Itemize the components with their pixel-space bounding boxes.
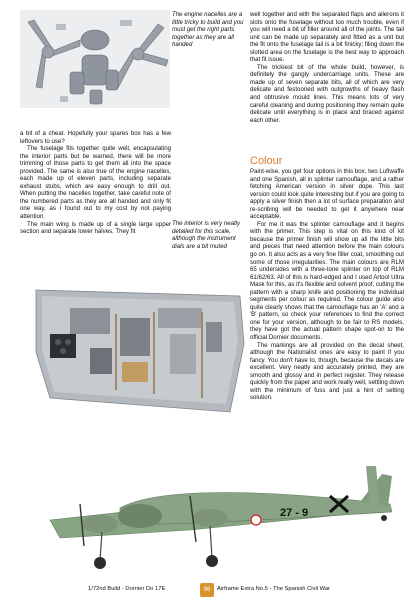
column-1-text [20, 130, 171, 236]
footer-left-title: 1/72nd Build - Dornier Do 17E [88, 586, 166, 592]
aircraft-photo [30, 446, 400, 578]
engine-caption: The engine nacelles are a little tricky to build and you must get the right parts together as they are all handed [172, 11, 244, 49]
paragraph: a bit of a cheat. Hopefully your spares box has a few leftovers to use? [20, 130, 171, 145]
aircraft-code: 27 - 9 [280, 507, 309, 519]
footer-right-title: Airframe Extra No.5 - The Spanish Civil War [217, 586, 331, 592]
paragraph: The trickiest bit of the whole build, however, is definitely the gangly undercarriage units. These are made up of seven separate bits, all of which are very delicate and festooned with outgrowths of heavy flash and obtrusive mould lines. This means lots of very careful cleaning and during positioning they remain quite delicate until everything is in place and braced against each other. [250, 63, 404, 124]
parts-photo [20, 10, 170, 108]
column-3-colour-text [250, 168, 404, 402]
paragraph: For me it was the splinter camouflage and it begins with the primer. This step is vital on this kind of kit because the primer finish will show up all the little bits and pieces that need attention before the main colours go on. It also acts as a very fine filler coat, smoothing out some of those irregularities. The main colours are RLM 65 undersides with a three-tone splinter on top of RLM 61/62/63. All of this is hard-edged and I used Artool Ultra Mask for this, as it's flexible and solvent proof, cutting the pattern with a sharp knife and positioning the individual segments per colour as required. The colour guide also quite clearly shows that the camouflage has an 'A' and a 'B' pattern, so check your references to find the correct one for your version, although to be fair to RS models, they have got the actual pattern shape spot-on to the official Dornier documents. [250, 220, 404, 342]
paragraph: The fuselage fits together quite well, encapsulating the interior parts but be warned, there will be more trimming of those parts to get them all into the space provided. The same is also true of the engine nacelles, each made up of eleven parts, including separate exhaust stubs, which are easy enough to drill out. When putting the nacelles together, take careful note of the numbered parts as they are all handed and only fit one way, as I found out to my cost by not paying attention. [20, 145, 171, 221]
colour-heading: Colour [250, 155, 283, 167]
paragraph: Paint-wise, you get four options in this box, two Luftwaffe and one Spanish, all in splinter camouflage, and a rather fetching American version in silver dope. This last version could look quite interesting but if you are going to apply a silver finish then a lot of surface preparation and re-scribing will be needed to get it anywhere near acceptable. [250, 168, 404, 221]
paragraph: The main wing is made up of a single large upper section and separate lower halves. They fit [20, 220, 171, 236]
paragraph: The markings are all provided on the decal sheet, although the Nationalist ones are easy to paint if you fancy. You don't have to, though, because the decals are excellent. Very neatly and accurately printed, they are smooth and glossy and in perfect register. They release quickly from the paper and work really well, settling down with the minimum of fuss and just a hint of setting solution. [250, 341, 404, 402]
interior-photo [30, 282, 246, 424]
column-3-top-text [250, 11, 404, 124]
page-number: 96 [200, 583, 214, 597]
interior-caption: The interior is very neatly detailed for this scale, although the instrument dials are a bit muted [172, 220, 241, 250]
paragraph: well together and with the separated flaps and ailerons it slots onto the fuselage without too much trouble, even if you will need a bit of filler around all of the joints. The tail unit can be made up separately and fitted as a unit but the fit onto the fuselage tail is a bit finicky; filing down the slotted area on the fuselage is the best way to approach that fit issue. [250, 11, 404, 64]
page-footer [0, 583, 420, 597]
